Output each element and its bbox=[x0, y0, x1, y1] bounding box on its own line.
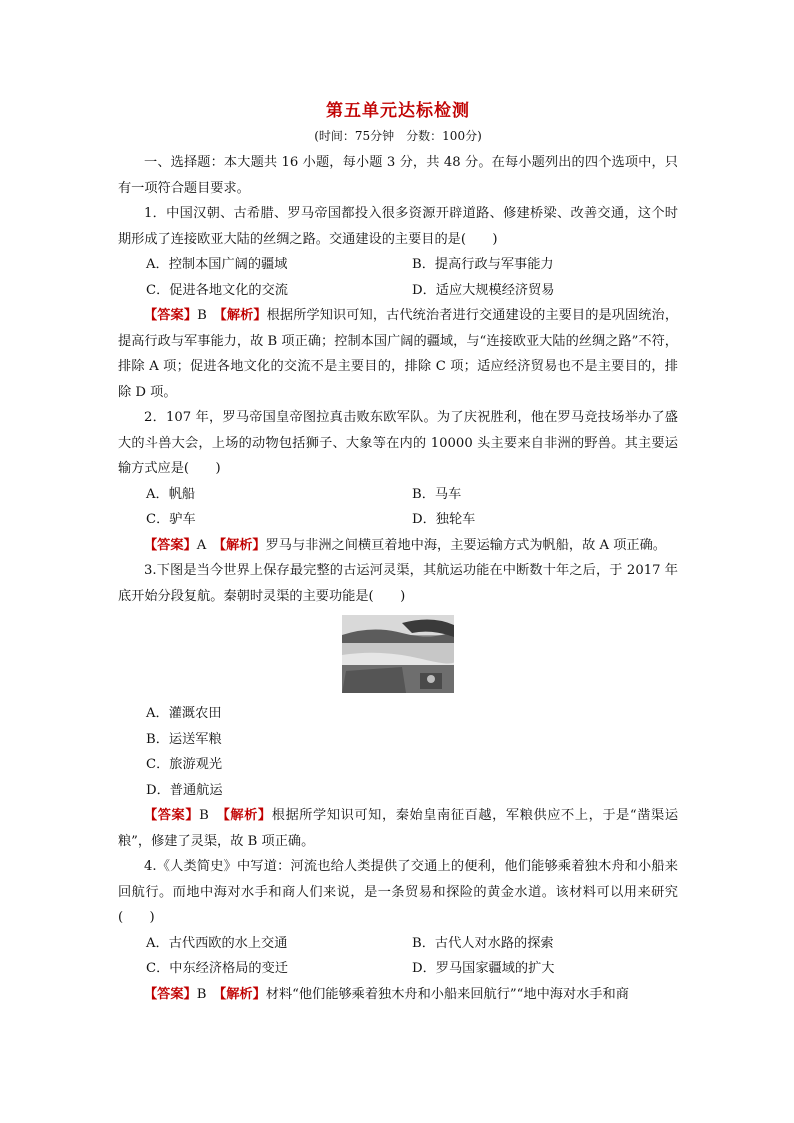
answer-label: 【答案】 bbox=[144, 537, 197, 553]
analysis-text: 根据所学知识可知，秦始皇南征百越，军粮供应不上，于是“凿渠运粮”，修建了灵渠，故 B 项正确。 bbox=[118, 808, 679, 849]
answer-label: 【答案】 bbox=[144, 986, 197, 1002]
question-1-stem: 1．中国汉朝、古希腊、罗马帝国都投入很多资源开辟道路、修建桥梁、改善交通，这个时期形成了连接欧亚大陆的丝绸之路。交通建设的主要目的是( ) bbox=[118, 206, 678, 247]
document-page bbox=[118, 96, 678, 1007]
analysis-text: 材料“他们能够乘着独木舟和小船来回航行”“地中海对水手和商 bbox=[265, 986, 629, 1002]
question-2-options bbox=[118, 482, 678, 533]
question-3-option-c: C．旅游观光 bbox=[146, 757, 223, 772]
analysis-label: 【解析】 bbox=[219, 537, 266, 553]
question-2-option-a: A．帆船 bbox=[146, 486, 196, 502]
question-4-option-d: D．罗马国家疆域的扩大 bbox=[412, 961, 555, 976]
question-2-option-d: D．独轮车 bbox=[412, 512, 476, 527]
question-2-option-b: B．马车 bbox=[412, 486, 462, 502]
question-3-stem: 3.下图是当今世界上保存最完整的古运河灵渠，其航运功能在中断数十年之后，于 2017 年底开始分段复航。秦朝时灵渠的主要功能是( ) bbox=[118, 563, 678, 604]
answer-value: B bbox=[196, 986, 207, 1002]
question-1-option-d: D．适应大规模经济贸易 bbox=[412, 282, 555, 298]
question-3-option-d: D．普通航运 bbox=[146, 782, 223, 798]
answer-value: B bbox=[197, 308, 207, 323]
analysis-text: 罗马与非洲之间横亘着地中海，主要运输方式为帆船，故 A 项正确。 bbox=[265, 537, 666, 553]
analysis-label: 【解析】 bbox=[220, 308, 267, 323]
page-title: 第五单元达标检测 bbox=[326, 101, 470, 121]
answer-label: 【答案】 bbox=[144, 808, 200, 823]
question-2-answer bbox=[118, 533, 678, 559]
question-1-option-b: B．提高行政与军事能力 bbox=[412, 257, 554, 272]
analysis-text: 根据所学知识可知，古代统治者进行交通建设的主要目的是巩固统治，提高行政与军事能力，故 B 项正确；控制本国广阔的疆域，与“连接欧亚大陆的丝绸之路”不符，排除 A 项；促进各地文化的交流不是主要目的，排除 C 项；适应经济贸易也不是主要目的，排除 D 项。 bbox=[118, 308, 679, 400]
question-2-stem: 2．107 年，罗马帝国皇帝图拉真击败东欧军队。为了庆祝胜利，他在罗马竞技场举办了盛大的斗兽大会，上场的动物包括狮子、大象等在内的 10000 头主要来自非洲的野兽。其主要运输方式应是( ) bbox=[118, 410, 678, 476]
analysis-label: 【解析】 bbox=[219, 986, 266, 1002]
question-3-answer bbox=[118, 803, 678, 854]
question-4-option-a: A．古代西欧的水上交通 bbox=[146, 935, 288, 951]
question-3-option-b: B．运送军粮 bbox=[146, 731, 222, 747]
question-4-stem: 4.《人类简史》中写道：河流也给人类提供了交通上的便利，他们能够乘着独木舟和小船来回航行。而地中海对水手和商人们来说，是一条贸易和探险的黄金水道。该材料可以用来研究( ) bbox=[118, 859, 678, 925]
answer-value: B bbox=[199, 808, 209, 823]
question-1-options bbox=[118, 252, 678, 303]
question-1-option-a: A．控制本国广阔的疆域 bbox=[146, 257, 288, 272]
question-3-option-a: A．灌溉农田 bbox=[146, 706, 222, 721]
answer-label: 【答案】 bbox=[144, 308, 198, 323]
question-4-option-c: C．中东经济格局的变迁 bbox=[146, 961, 288, 976]
exam-info: (时间：75分钟 分数：100分) bbox=[314, 129, 482, 143]
question-4-options bbox=[118, 931, 678, 982]
question-4-answer bbox=[118, 982, 678, 1008]
question-2-option-c: C．驴车 bbox=[146, 512, 196, 527]
question-4-option-b: B．古代人对水路的探索 bbox=[412, 935, 554, 951]
analysis-label: 【解析】 bbox=[223, 808, 272, 823]
question-1-answer bbox=[118, 303, 678, 405]
lingqu-canal-photo bbox=[342, 615, 454, 693]
section-intro: 一、选择题：本大题共 16 小题，每小题 3 分，共 48 分。在每小题列出的四个选项中，只有一项符合题目要求。 bbox=[118, 155, 678, 196]
answer-value: A bbox=[196, 537, 207, 553]
question-1-option-c: C．促进各地文化的交流 bbox=[146, 282, 288, 298]
